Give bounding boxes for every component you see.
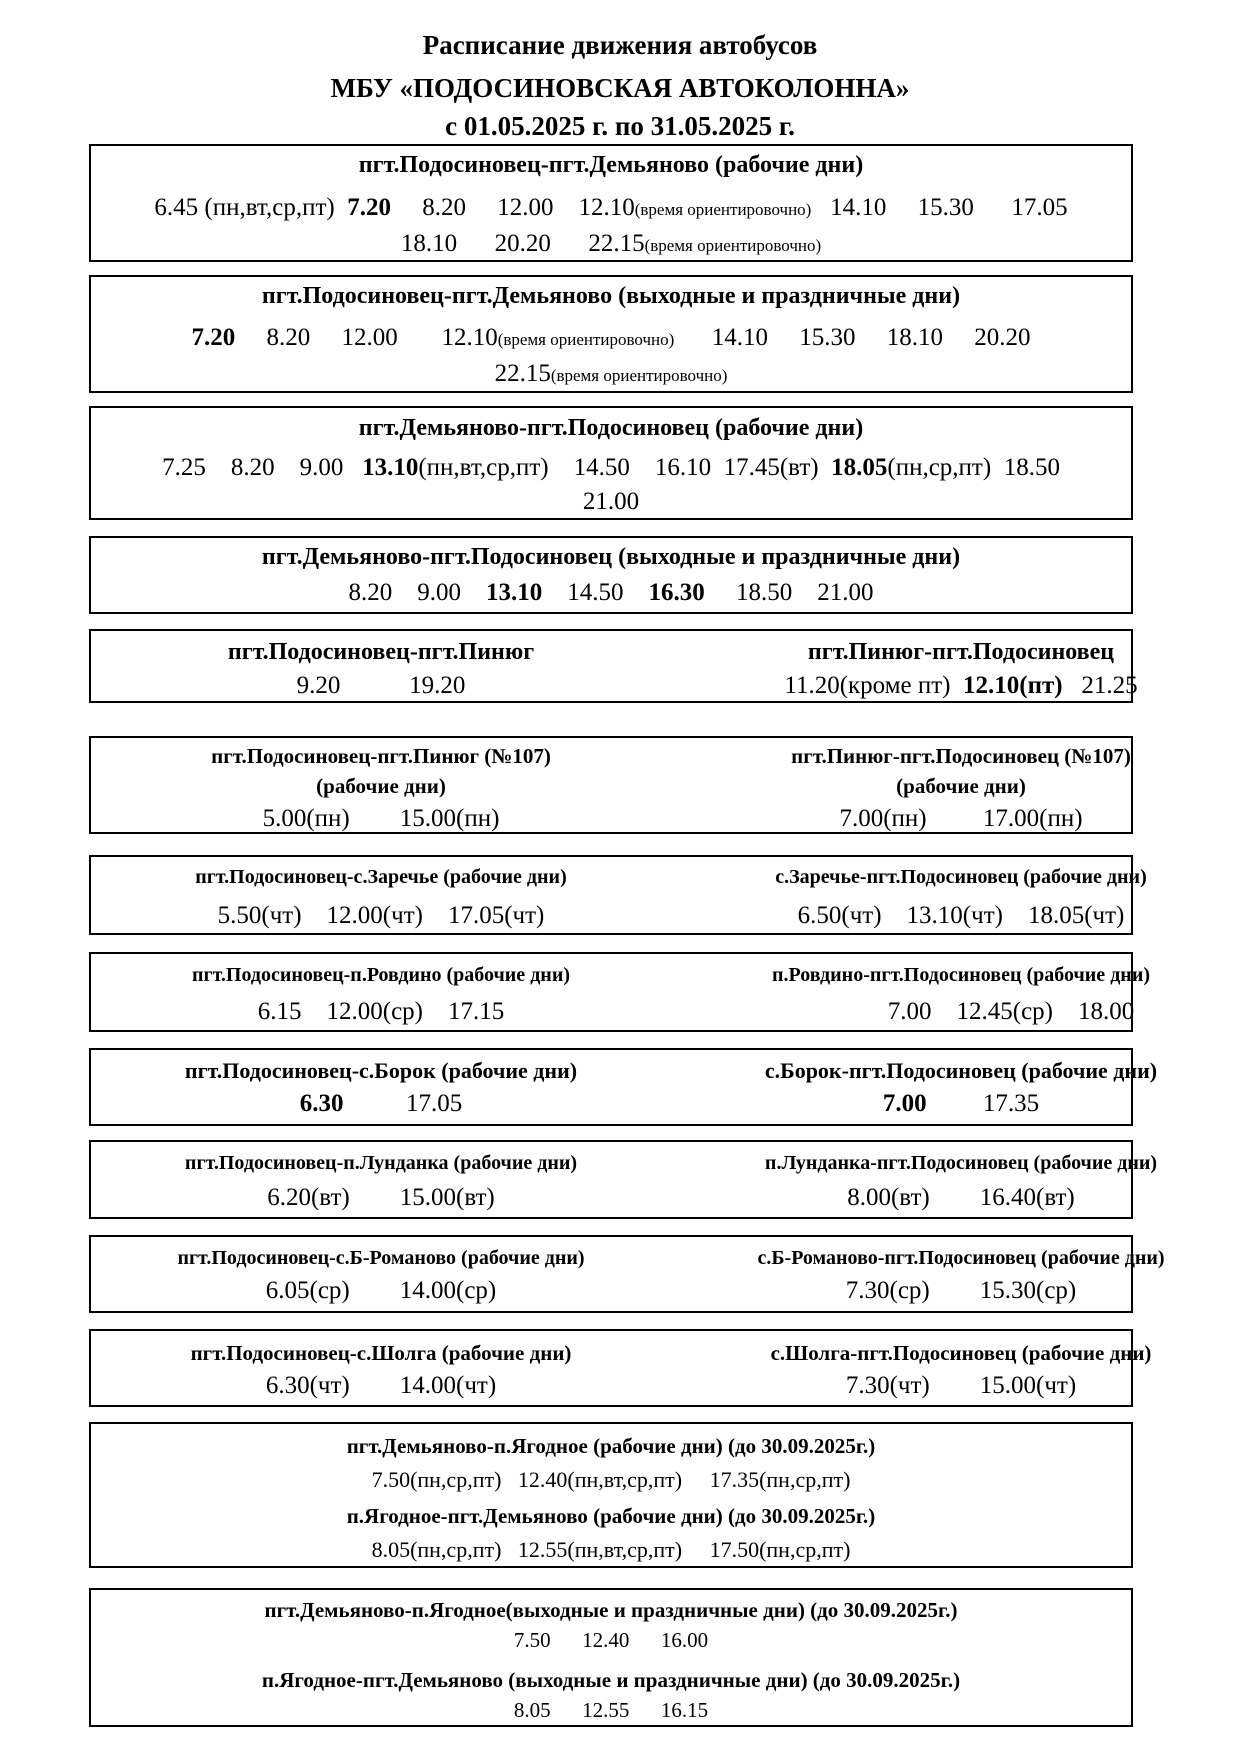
time: 7.00(пн) bbox=[839, 805, 927, 832]
route-title: пгт.Подосиновец-пгт.Демьяново (выходные и праздничные дни) bbox=[261, 283, 961, 309]
approx-note: (время ориентировочно) bbox=[497, 330, 675, 349]
time: 15.30 bbox=[917, 194, 974, 221]
schedule-block-yagodnoe-weekdays bbox=[89, 1422, 1133, 1568]
departure-times-row bbox=[91, 579, 1131, 607]
time: 8.05(пн,ср,пт) bbox=[371, 1537, 502, 1562]
time: 7.30(ср) bbox=[845, 1277, 930, 1304]
schedule-block-rovdino bbox=[89, 952, 1151, 1032]
doc-title-line1: Расписание движения автобусов bbox=[422, 30, 818, 60]
time: 12.55(пн,вт,ср,пт) bbox=[517, 1537, 683, 1562]
departure-times-left bbox=[141, 1277, 621, 1305]
time: 15.00(пн) bbox=[399, 805, 500, 832]
time: 6.30 bbox=[299, 1090, 344, 1117]
departure-times-row bbox=[91, 324, 1131, 352]
time: 22.15 bbox=[588, 230, 645, 257]
departure-times-right bbox=[721, 1372, 1201, 1400]
schedule-block-borok bbox=[89, 1048, 1158, 1126]
departure-times-right bbox=[721, 805, 1201, 833]
time: 14.10 bbox=[830, 194, 887, 221]
time: 17.35 bbox=[982, 1090, 1040, 1117]
time: 18.50 bbox=[736, 579, 793, 606]
schedule-block-zarechye bbox=[89, 855, 1147, 935]
departure-times-right bbox=[721, 902, 1201, 930]
departure-times-row bbox=[91, 1467, 1131, 1493]
time: 6.20(вт) bbox=[267, 1184, 350, 1211]
time: 13.10 bbox=[362, 454, 419, 481]
time: 6.45 (пн,вт,ср,пт) bbox=[154, 194, 335, 221]
schedule-block-yagodnoe-weekends bbox=[89, 1588, 1133, 1727]
departure-times-row bbox=[91, 1698, 1131, 1723]
time: 16.00 bbox=[660, 1628, 709, 1652]
time: 17.50(пн,ср,пт) bbox=[709, 1537, 851, 1562]
time: 17.00(пн) bbox=[982, 805, 1083, 832]
departure-times-row bbox=[91, 488, 1131, 516]
route-title: пгт.Демьяново-пгт.Подосиновец (выходные и праздничные дни) bbox=[261, 544, 961, 570]
time: 9.00 bbox=[417, 579, 461, 606]
approx-note: (время ориентировочно) bbox=[550, 366, 728, 385]
time: 9.20 bbox=[296, 672, 341, 699]
time: 15.00(чт) bbox=[979, 1372, 1077, 1399]
route-title-left: пгт.Подосиновец-с.Шолга (рабочие дни) bbox=[190, 1341, 572, 1365]
route-title: пгт.Демьяново-п.Ягодное(выходные и праздничные дни) (до 30.09.2025г.) bbox=[264, 1598, 958, 1622]
route-title-right: с.Борок-пгт.Подосиновец (рабочие дни) bbox=[764, 1058, 1158, 1083]
time: 12.40 bbox=[582, 1628, 630, 1652]
route-title-left: пгт.Подосиновец-с.Борок (рабочие дни) bbox=[184, 1058, 578, 1083]
time: 19.20 bbox=[409, 672, 466, 699]
departure-times-row bbox=[91, 454, 1131, 482]
departure-times-left bbox=[141, 1090, 621, 1118]
approx-note: (время ориентировочно) bbox=[644, 236, 822, 255]
departure-times-left bbox=[141, 902, 621, 930]
departure-times-right bbox=[721, 998, 1240, 1026]
route-title-left: пгт.Подосиновец-п.Лунданка (рабочие дни) bbox=[184, 1152, 578, 1174]
schedule-block-podosinovets-demyanovo-weekends bbox=[89, 275, 1133, 393]
time: 5.00(пн) bbox=[262, 805, 350, 832]
schedule-block-podosinovets-pinyug bbox=[89, 629, 1138, 703]
time: 8.20 bbox=[230, 454, 275, 481]
time: 13.10 bbox=[486, 579, 543, 606]
route-title: п.Ягодное-пгт.Демьяново (рабочие дни) (до 30.09.2025г.) bbox=[346, 1504, 876, 1528]
departure-times-row bbox=[91, 230, 1131, 258]
time: 6.15 bbox=[257, 998, 302, 1025]
time: 21.00 bbox=[817, 579, 874, 606]
time: 11.20(кроме пт) bbox=[784, 672, 951, 699]
schedule-block-demyanovo-podosinovets-weekdays bbox=[89, 406, 1133, 520]
departure-times-row bbox=[91, 1537, 1131, 1563]
time: 18.05(чт) bbox=[1027, 902, 1125, 929]
route-title-left: пгт.Подосиновец-с.Заречье (рабочие дни) bbox=[195, 866, 567, 888]
route-title-right: п.Ровдино-пгт.Подосиновец (рабочие дни) bbox=[771, 964, 1151, 986]
time: 21.00 bbox=[582, 488, 640, 515]
departure-times-row bbox=[91, 1628, 1131, 1653]
time: 17.45(вт) bbox=[723, 454, 819, 481]
departure-times-right bbox=[721, 1090, 1201, 1118]
schedule-block-lundanka bbox=[89, 1140, 1158, 1219]
departure-times-left bbox=[141, 1184, 621, 1212]
route-title-left: пгт.Подосиновец-п.Ровдино (рабочие дни) bbox=[191, 964, 571, 986]
time: 12.40(пн,вт,ср,пт) bbox=[517, 1467, 683, 1492]
time: 15.00(вт) bbox=[399, 1184, 495, 1211]
time: 17.05 bbox=[1011, 194, 1068, 221]
time: 14.10 bbox=[711, 324, 769, 351]
time: 15.30 bbox=[799, 324, 856, 351]
route-title-left: пгт.Подосиновец-пгт.Пинюг (№107) bbox=[211, 744, 551, 768]
time: 7.30(чт) bbox=[845, 1372, 930, 1399]
route-title-right: с.Б-Романово-пгт.Подосиновец (рабочие дни) bbox=[757, 1247, 1165, 1269]
schedule-block-podosinovets-demyanovo-weekdays bbox=[89, 144, 1133, 262]
time: 14.50 bbox=[567, 579, 624, 606]
time: 18.10 bbox=[886, 324, 944, 351]
departure-times-row bbox=[91, 194, 1131, 222]
time: 7.20 bbox=[191, 324, 236, 351]
time: 8.20 bbox=[348, 579, 393, 606]
time: 16.10 bbox=[654, 454, 712, 481]
time: 16.15 bbox=[660, 1698, 709, 1722]
time: 18.50 bbox=[1003, 454, 1060, 481]
route-title: п.Ягодное-пгт.Демьяново (выходные и праздничные дни) (до 30.09.2025г.) bbox=[261, 1668, 961, 1692]
time: 12.00 bbox=[497, 194, 554, 221]
time: 12.00 bbox=[341, 324, 398, 351]
time: 17.05 bbox=[406, 1090, 463, 1117]
time: 18.10 bbox=[400, 230, 458, 257]
departure-times-left bbox=[141, 672, 621, 700]
time: 8.05 bbox=[513, 1698, 551, 1722]
route-title-left: пгт.Подосиновец-с.Б-Романово (рабочие дни) bbox=[177, 1247, 585, 1269]
time: 9.00 bbox=[299, 454, 344, 481]
time: 7.25 bbox=[162, 454, 206, 481]
departure-times-left bbox=[141, 1372, 621, 1400]
days: (пн,ср,пт) bbox=[887, 454, 992, 481]
departure-times-row bbox=[91, 360, 1131, 388]
time: 7.00 bbox=[882, 1090, 927, 1117]
time: 17.15 bbox=[448, 998, 505, 1025]
time: 12.10(пт) bbox=[963, 672, 1063, 699]
departure-times-right bbox=[721, 1277, 1201, 1305]
departure-times-left bbox=[141, 805, 621, 833]
days: (пн,вт,ср,пт) bbox=[418, 454, 549, 481]
departure-times-right bbox=[721, 1184, 1201, 1212]
route-title: пгт.Подосиновец-пгт.Демьяново (рабочие дни) bbox=[358, 152, 864, 178]
route-title-right: пгт.Пинюг-пгт.Подосиновец (№107) bbox=[791, 744, 1131, 768]
time: 12.00(чт) bbox=[326, 902, 423, 929]
time: 13.10(чт) bbox=[906, 902, 1003, 929]
schedule-block-sholga bbox=[89, 1329, 1152, 1407]
time: 7.20 bbox=[347, 194, 391, 221]
time: 12.00(ср) bbox=[326, 998, 423, 1025]
departure-times-right bbox=[721, 672, 1201, 700]
schedule-block-b-romanovo bbox=[89, 1235, 1165, 1313]
time: 7.50(пн,ср,пт) bbox=[371, 1467, 502, 1492]
time: 7.00 bbox=[887, 998, 932, 1025]
route-subtitle-right: (рабочие дни) bbox=[896, 774, 1026, 798]
time: 8.20 bbox=[422, 194, 466, 221]
time: 18.00 bbox=[1078, 998, 1135, 1025]
route-title-right: п.Лунданка-пгт.Подосиновец (рабочие дни) bbox=[764, 1152, 1158, 1174]
time: 5.50(чт) bbox=[217, 902, 302, 929]
time: 6.50(чт) bbox=[797, 902, 882, 929]
departure-times-left bbox=[141, 998, 621, 1026]
time: 12.45(ср) bbox=[956, 998, 1053, 1025]
route-title-left: пгт.Подосиновец-пгт.Пинюг bbox=[227, 639, 535, 665]
time: 22.15 bbox=[494, 360, 551, 387]
schedule-block-demyanovo-podosinovets-weekends bbox=[89, 536, 1133, 614]
route-subtitle-left: (рабочие дни) bbox=[316, 774, 446, 798]
doc-title-line3: с 01.05.2025 г. по 31.05.2025 г. bbox=[445, 111, 795, 141]
time: 14.00(чт) bbox=[399, 1372, 497, 1399]
time: 16.30 bbox=[648, 579, 705, 606]
time: 20.20 bbox=[494, 230, 551, 257]
time: 6.05(ср) bbox=[265, 1277, 350, 1304]
doc-title-line2: МБУ «ПОДОСИНОВСКАЯ АВТОКОЛОННА» bbox=[330, 73, 910, 103]
route-title-right: с.Шолга-пгт.Подосиновец (рабочие дни) bbox=[770, 1341, 1152, 1365]
route-title-right: пгт.Пинюг-пгт.Подосиновец bbox=[807, 639, 1115, 665]
time: 7.50 bbox=[513, 1628, 551, 1652]
route-title-right: с.Заречье-пгт.Подосиновец (рабочие дни) bbox=[775, 866, 1147, 888]
time: 6.30(чт) bbox=[265, 1372, 350, 1399]
time: 15.30(ср) bbox=[979, 1277, 1077, 1304]
time: 16.40(вт) bbox=[979, 1184, 1075, 1211]
time: 17.35(пн,ср,пт) bbox=[709, 1467, 851, 1492]
approx-note: (время ориентировочно) bbox=[634, 200, 812, 219]
time: 18.05 bbox=[831, 454, 888, 481]
time: 12.55 bbox=[582, 1698, 630, 1722]
time: 12.10 bbox=[441, 324, 498, 351]
time: 14.00(ср) bbox=[399, 1277, 497, 1304]
schedule-block-pinyug-107 bbox=[89, 736, 1133, 834]
time: 14.50 bbox=[573, 454, 630, 481]
time: 20.20 bbox=[974, 324, 1031, 351]
route-title: пгт.Демьяново-пгт.Подосиновец (рабочие дни) bbox=[358, 415, 864, 441]
time: 21.25 bbox=[1081, 672, 1138, 699]
time: 12.10 bbox=[578, 194, 635, 221]
time: 8.20 bbox=[266, 324, 311, 351]
route-title: пгт.Демьяново-п.Ягодное (рабочие дни) (до 30.09.2025г.) bbox=[346, 1434, 876, 1458]
time: 17.05(чт) bbox=[447, 902, 545, 929]
time: 8.00(вт) bbox=[847, 1184, 930, 1211]
